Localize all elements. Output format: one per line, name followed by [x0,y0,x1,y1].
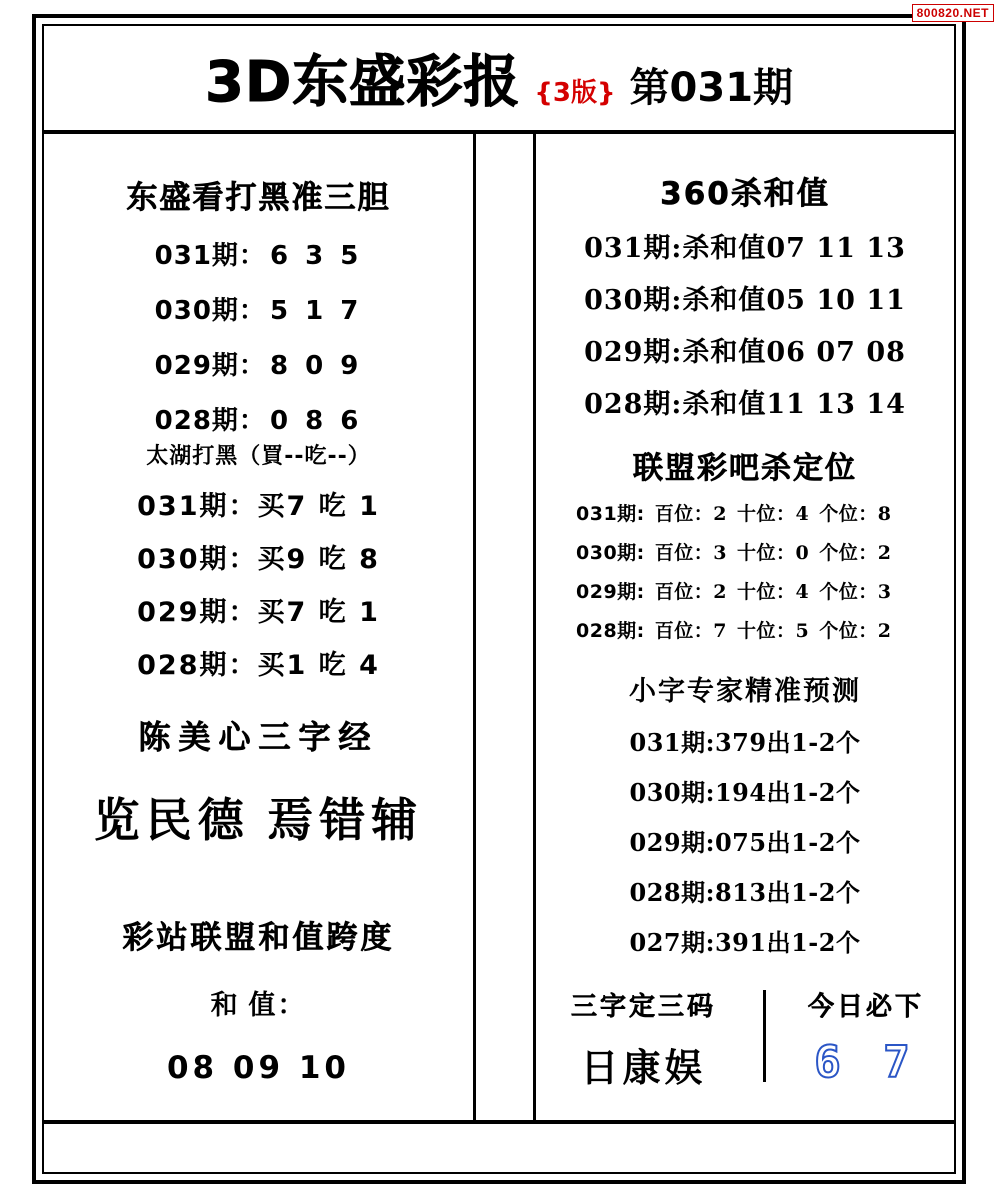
bai-value: 2 [713,581,728,603]
bai-label: 百位： [654,620,714,642]
bai-label: 百位： [654,542,714,564]
ge-label: 个位： [819,503,878,525]
page-title: 3D东盛彩报 [204,50,521,115]
watermark: 800820.NET [912,4,994,22]
poster-inner-border [42,24,956,1174]
left-section4-title: 彩站联盟和值跨度 [122,920,395,956]
left-section2-row: 030期：买9 吃 8 [137,544,380,575]
row-issue: 031期： [154,241,266,271]
right-section1-title: 360杀和值 [660,176,830,212]
right-section1-row: 029期:杀和值06 07 08 [584,337,906,368]
right-section2-row [536,499,954,526]
ge-value: 2 [877,542,892,564]
left-section1-title: 东盛看打黑准三胆 [126,180,391,216]
poster-body [44,134,954,1120]
footer-bar [44,1120,954,1172]
bottom-left-value: 日康娱 [580,1046,707,1090]
row-issue: 029期: [576,581,645,603]
right-section2-row [536,616,954,643]
ge-label: 个位： [819,620,878,642]
bai-label: 百位： [654,503,714,525]
ge-value: 3 [877,581,892,603]
shi-label: 十位： [737,542,796,564]
bai-value: 3 [713,542,728,564]
left-section1-row [44,290,473,327]
title-row [205,38,793,118]
right-section3-row: 031期:379出1-2个 [629,728,861,757]
edition-badge: {3版} [534,78,616,108]
bottom-left-group [536,986,751,1092]
ge-label: 个位： [819,542,878,564]
row-nums: 5 1 7 [269,296,363,326]
bottom-left-title: 三字定三码 [571,992,717,1022]
left-section2-note: 太湖打黑（買--吃--） [146,444,371,469]
row-nums: 0 8 6 [269,406,363,436]
shi-label: 十位： [737,581,796,603]
left-section1-row [44,235,473,272]
bottom-right-title: 今日必下 [808,992,925,1022]
poster-page [32,14,966,1184]
middle-divider-column [476,134,536,1120]
right-section3-row: 029期:075出1-2个 [629,828,861,857]
ge-value: 2 [877,620,892,642]
right-section3-title: 小字专家精准预测 [629,676,861,707]
right-section2-row [536,577,954,604]
left-section4-label: 和 值： [210,990,307,1020]
right-section2-row [536,538,954,565]
row-issue: 031期: [576,503,645,525]
left-section2-row: 028期：买1 吃 4 [137,650,380,681]
ge-label: 个位： [819,581,878,603]
right-section2-title: 联盟彩吧杀定位 [633,451,857,486]
row-issue: 028期: [576,620,645,642]
row-nums: 8 0 9 [269,351,363,381]
bai-label: 百位： [654,581,714,603]
right-section3-row: 030期:194出1-2个 [629,778,861,807]
poster-header [44,26,954,134]
issue-number: 第031期 [629,65,794,111]
left-column [44,134,476,1120]
bai-value: 7 [713,620,728,642]
left-section1-row [44,345,473,382]
bottom-right-value: 6 7 [814,1037,918,1088]
row-issue: 030期： [154,296,266,326]
right-section3-row: 027期:391出1-2个 [629,928,861,957]
left-section1-row [44,400,473,437]
left-section2-row: 029期：买7 吃 1 [137,597,380,628]
bai-value: 2 [713,503,728,525]
bottom-divider [763,990,766,1082]
shi-value: 0 [795,542,810,564]
left-section3-chars: 览民德 焉错辅 [93,795,424,846]
right-section3-row: 028期:813出1-2个 [629,878,861,907]
right-column [536,134,954,1120]
row-issue: 029期： [154,351,266,381]
right-section1-row: 030期:杀和值05 10 11 [584,285,906,316]
left-section2-row: 031期：买7 吃 1 [137,491,380,522]
left-section3-title: 陈美心三字经 [138,718,379,756]
row-issue: 030期: [576,542,645,564]
right-bottom-box [536,986,954,1092]
row-nums: 6 3 5 [269,241,363,271]
shi-label: 十位： [737,503,796,525]
bottom-right-group [778,986,954,1092]
left-section4-values: 08 09 10 [166,1050,350,1086]
shi-value: 4 [795,581,810,603]
shi-value: 4 [795,503,810,525]
shi-value: 5 [795,620,810,642]
row-issue: 028期： [154,406,266,436]
right-section1-row: 028期:杀和值11 13 14 [584,389,906,420]
right-section1-row: 031期:杀和值07 11 13 [584,233,906,264]
shi-label: 十位： [737,620,796,642]
ge-value: 8 [877,503,892,525]
